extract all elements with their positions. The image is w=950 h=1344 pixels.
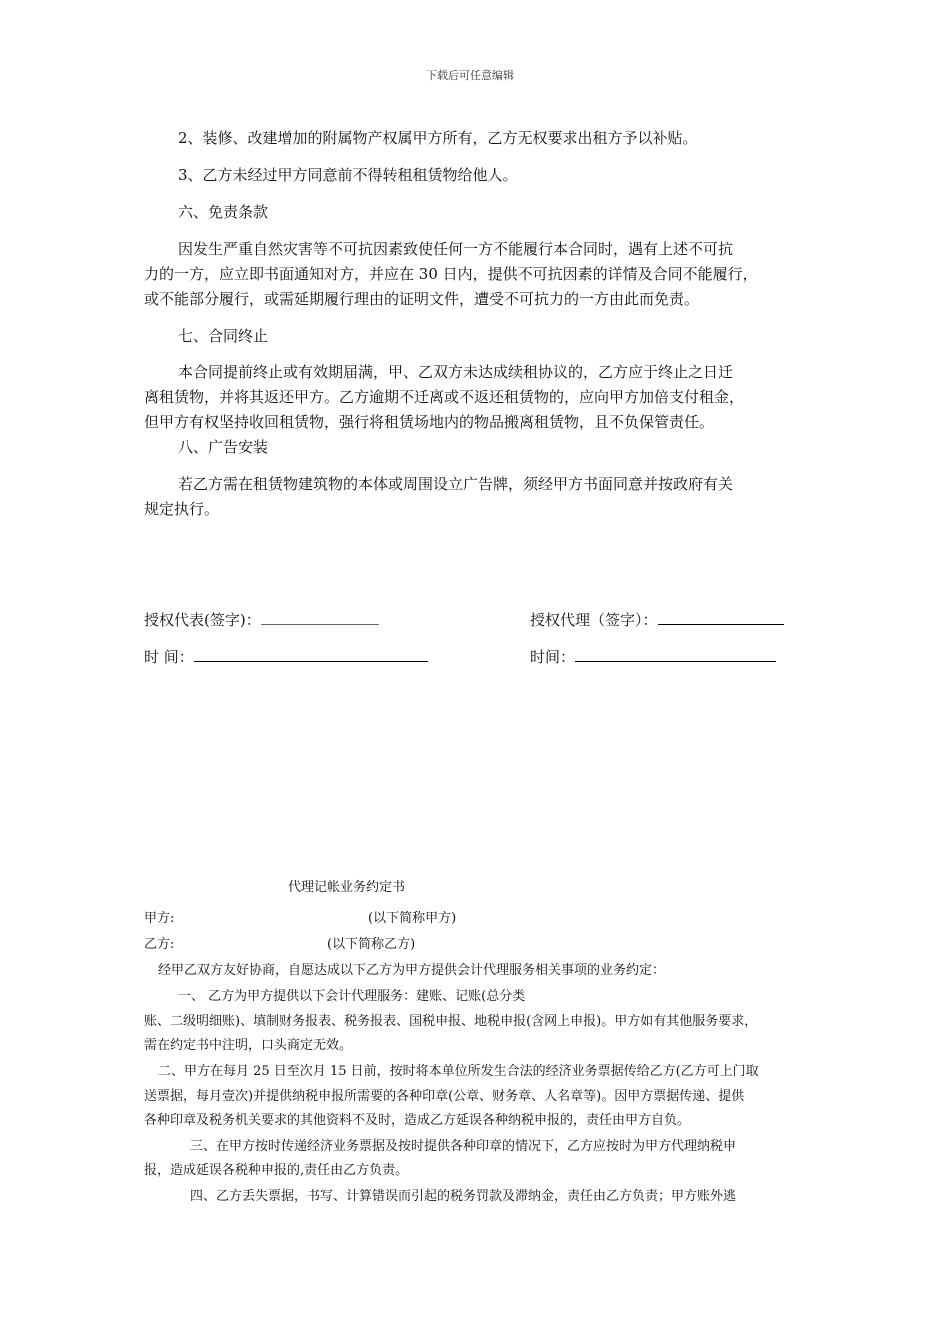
signature-right-time [530,644,776,670]
item2-line3: 各种印章及税务机关要求的其他资料不及时，造成乙方延误各种纳税申报的，责任由甲方自负。 [144,1113,691,1128]
clause-3: 3、乙方未经过甲方同意前不得转租租赁物给他人。 [178,166,518,184]
signature-left-rep [144,607,379,633]
party-b-label: 乙方: [144,937,175,952]
signature-right-time-label: 时间： [530,648,576,666]
signature-right-rep-line[interactable] [658,610,784,625]
heading-force-majeure: 六、免责条款 [178,203,269,221]
party-a-note: (以下简称甲方) [368,911,457,926]
agreement-intro: 经甲乙双方友好协商，自愿达成以下乙方为甲方提供会计代理服务相关事项的业务约定： [158,963,666,978]
page-header: 下载后可任意编辑 [426,69,514,82]
party-a-label: 甲方: [144,911,175,926]
signature-left-time [144,644,428,670]
signature-right-rep-label: 授权代理（签字）： [530,611,658,629]
party-b-note: (以下简称乙方) [327,937,416,952]
para-force-majeure-line1: 因发生严重自然灾害等不可抗因素致使任何一方不能履行本合同时，遇有上述不可抗 [178,240,734,258]
item3-line1: 三、在甲方按时传递经济业务票据及按时提供各种印章的情况下，乙方应按时为甲方代理纳税申 [190,1139,737,1154]
para-force-majeure-line3: 或不能部分履行，或需延期履行理由的证明文件，遭受不可抗力的一方由此而免责。 [144,290,700,308]
item2-line2: 送票据，每月壹次)并提供纳税申报所需要的各种印章(公章、财务章、人名章等)。因甲方票据传递、提供 [144,1089,745,1104]
clause-2: 2、装修、改建增加的附属物产权属甲方所有，乙方无权要求出租方予以补贴。 [178,129,698,147]
para-advertising-line2: 规定执行。 [144,500,220,518]
signature-left-time-label: 时 间： [144,648,194,666]
item1-line1: 一、 乙方为甲方提供以下会计代理服务：建账、记账(总分类 [178,989,526,1004]
item1-line3: 需在约定书中注明，口头商定无效。 [144,1038,353,1053]
item1-line2: 账、二级明细账)、填制财务报表、税务报表、国税申报、地税申报(含网上申报)。甲方如有其他服务要求， [144,1014,758,1029]
item4-line1: 四、乙方丢失票据，书写、计算错误而引起的税务罚款及滞纳金，责任由乙方负责；甲方账外逃 [190,1189,737,1204]
item2-line1: 二、甲方在每月 25 日至次月 15 日前，按时将本单位所发生合法的经济业务票据传给乙方(乙方可上门取 [158,1064,759,1079]
signature-left-rep-label: 授权代表(签字)： [144,611,261,629]
signature-left-time-line[interactable] [194,647,428,662]
heading-advertising: 八、广告安装 [178,438,269,456]
item3-line2: 报，造成延误各税种申报的,责任由乙方负责。 [144,1163,409,1178]
para-termination-line3: 但甲方有权坚持收回租赁物，强行将租赁场地内的物品搬离租赁物，且不负保管责任。 [144,413,715,431]
heading-termination: 七、合同终止 [178,327,269,345]
signature-left-rep-line[interactable] [261,610,379,625]
para-termination-line2: 离租赁物，并将其返还甲方。乙方逾期不迁离或不返还租赁物的，应向甲方加倍支付租金， [144,388,745,406]
signature-right-rep [530,607,784,633]
para-advertising-line1: 若乙方需在租赁物建筑物的本体或周围设立广告牌，须经甲方书面同意并按政府有关 [178,475,734,493]
agreement-title: 代理记帐业务约定书 [288,880,406,895]
signature-right-time-line[interactable] [575,647,776,662]
para-termination-line1: 本合同提前终止或有效期届满，甲、乙双方未达成续租协议的，乙方应于终止之日迁 [178,363,734,381]
para-force-majeure-line2: 力的一方，应立即书面通知对方，并应在 30 日内，提供不可抗因素的详情及合同不能履行， [144,265,758,283]
